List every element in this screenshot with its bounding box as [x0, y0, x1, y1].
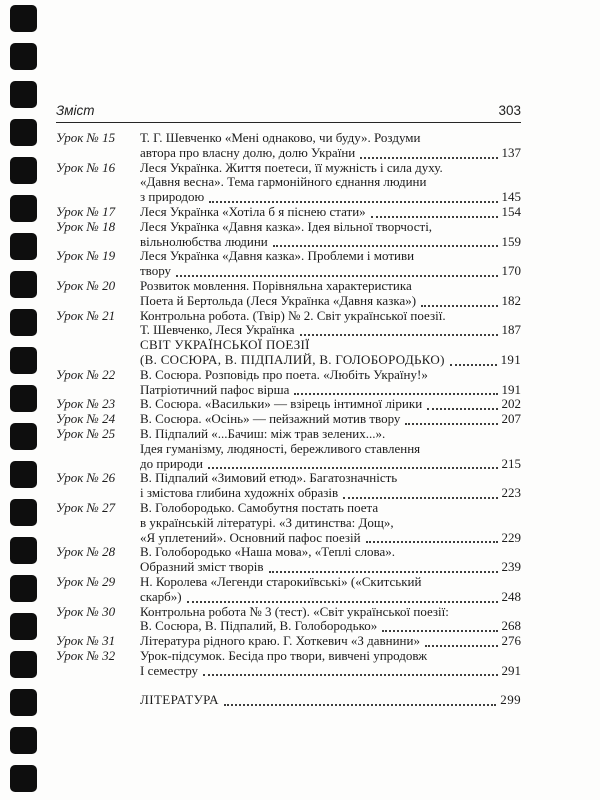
edge-strip-square	[10, 765, 37, 792]
toc-line	[140, 664, 521, 679]
toc-entry	[56, 545, 521, 575]
toc-line-text: до природи	[140, 455, 203, 471]
toc-line-text: і змістова глибина художніх образів	[140, 485, 339, 501]
toc-entry	[56, 220, 521, 250]
toc-entry	[56, 605, 521, 635]
lesson-label: Урок № 27	[56, 499, 116, 515]
entry-lines	[140, 249, 521, 279]
dot-leader	[421, 305, 497, 307]
lesson-label: Урок № 29	[56, 573, 116, 589]
toc-line	[140, 294, 521, 309]
edge-strip-square	[10, 651, 37, 678]
toc-line-text: Поета й Бертольда (Леся Українка «Давня казка»)	[140, 292, 417, 308]
toc-line	[140, 634, 521, 649]
entry-lines	[140, 161, 521, 205]
toc-line	[140, 264, 521, 279]
lesson-label	[56, 338, 140, 368]
toc-line: В. Голобородько «Наша мова», «Теплі слова».	[140, 544, 395, 560]
lesson-label: Урок № 32	[56, 647, 116, 663]
entry-lines	[140, 471, 521, 501]
toc-line-text: автора про власну долю, долю України	[140, 144, 356, 160]
toc-line	[140, 486, 521, 501]
toc-line	[140, 693, 521, 708]
toc-line: Контрольна робота. (Твір) № 2. Світ української поезії.	[140, 307, 446, 323]
toc-line-text: скарб»)	[140, 588, 182, 604]
entry-lines	[140, 545, 521, 575]
toc-entry	[56, 693, 521, 708]
toc-line	[140, 619, 521, 634]
page-ref: 191	[500, 351, 521, 367]
toc-line	[140, 397, 521, 412]
page-ref: 182	[501, 292, 521, 308]
entry-lines	[140, 131, 521, 161]
edge-strip-square	[10, 537, 37, 564]
lesson-label: Урок № 26	[56, 470, 116, 486]
lesson-label: Урок № 19	[56, 248, 116, 264]
edge-strip-square	[10, 157, 37, 184]
toc-entry	[56, 649, 521, 679]
toc-line	[140, 457, 521, 472]
page-ref: 229	[501, 529, 521, 545]
page-ref: 268	[501, 618, 521, 634]
toc-entry	[56, 368, 521, 398]
edge-strip-square	[10, 347, 37, 374]
lesson-label	[56, 693, 140, 708]
entry-lines	[140, 693, 521, 708]
toc-entry	[56, 249, 521, 279]
dot-leader	[300, 334, 498, 336]
dot-leader	[405, 423, 497, 425]
toc-line-text: В. Сосюра. «Васильки» — взірець інтимної лірики	[140, 396, 423, 412]
toc-line	[140, 560, 521, 575]
toc-line	[140, 146, 521, 161]
dot-leader	[209, 201, 497, 203]
toc-line	[140, 383, 521, 398]
toc-entry	[56, 309, 521, 339]
toc-entry	[56, 131, 521, 161]
edge-strip-square	[10, 613, 37, 640]
toc-entry	[56, 427, 521, 471]
entry-lines	[140, 427, 521, 471]
toc-entry	[56, 279, 521, 309]
edge-strip-square	[10, 727, 37, 754]
toc-entry	[56, 412, 521, 427]
toc-line-text: Т. Шевченко, Леся Українка	[140, 322, 295, 338]
page-ref: 239	[501, 559, 521, 575]
toc-line-text: Образний зміст творів	[140, 559, 264, 575]
toc-line: Урок-підсумок. Бесіда про твори, вивчені упродовж	[140, 647, 428, 663]
dot-leader	[294, 393, 497, 395]
toc-entry	[56, 471, 521, 501]
toc-line-text: Леся Українка «Хотіла б я піснею стати»	[140, 203, 366, 219]
lesson-label: Урок № 16	[56, 159, 116, 175]
entry-lines	[140, 649, 521, 679]
lesson-label: Урок № 23	[56, 396, 116, 412]
toc-line	[140, 590, 521, 605]
toc-line: В. Голобородько. Самобутня постать поета	[140, 499, 379, 515]
page-ref: 299	[500, 692, 521, 708]
edge-strip-square	[10, 43, 37, 70]
page-ref: 223	[501, 485, 521, 501]
toc-entry	[56, 575, 521, 605]
edge-strip-square	[10, 271, 37, 298]
edge-strip-square	[10, 233, 37, 260]
entry-lines	[140, 205, 521, 220]
toc-line	[140, 412, 521, 427]
toc-line: Розвиток мовлення. Порівняльна характеристика	[140, 277, 412, 293]
dot-leader	[450, 364, 497, 366]
lesson-label: Урок № 18	[56, 218, 116, 234]
entry-lines	[140, 397, 521, 412]
lesson-label: Урок № 30	[56, 603, 116, 619]
toc-line	[140, 323, 521, 338]
dot-leader	[371, 216, 498, 218]
page-ref: 154	[501, 203, 521, 219]
lesson-label: Урок № 20	[56, 277, 116, 293]
dot-leader	[208, 467, 498, 469]
toc-line-text: (В. СОСЮРА, В. ПІДПАЛИЙ, В. ГОЛОБОРОДЬКО)	[140, 351, 445, 367]
page-ref: 291	[501, 662, 521, 678]
toc-line: В. Сосюра. Розповідь про поета. «Любіть Україну!»	[140, 366, 428, 382]
page-ref: 202	[501, 396, 521, 412]
page-ref: 137	[501, 144, 521, 160]
toc-entry	[56, 338, 521, 368]
toc-line: В. Підпалий «Зимовий етюд». Багатозначність	[140, 470, 398, 486]
lesson-label: Урок № 24	[56, 411, 116, 427]
page-ref: 187	[501, 322, 521, 338]
page-ref: 248	[501, 588, 521, 604]
page-ref: 145	[501, 189, 521, 205]
lesson-label: Урок № 15	[56, 130, 116, 145]
toc-line-text: В. Сосюра. «Осінь» — пейзажний мотив твору	[140, 411, 401, 427]
toc-line: Леся Українка «Давня казка». Проблеми і мотиви	[140, 248, 415, 264]
edge-strip-square	[10, 81, 37, 108]
toc-line: СВІТ УКРАЇНСЬКОЇ ПОЕЗІЇ	[140, 337, 310, 353]
entry-lines	[140, 368, 521, 398]
edge-strip-square	[10, 499, 37, 526]
toc-line	[140, 531, 521, 546]
edge-strip-square	[10, 423, 37, 450]
dot-leader	[425, 645, 498, 647]
toc-line-text: вільнолюбства людини	[140, 233, 268, 249]
page-ref: 276	[501, 633, 521, 649]
dot-leader	[176, 275, 497, 277]
dot-leader	[427, 408, 497, 410]
edge-strip-square	[10, 385, 37, 412]
dot-leader	[224, 704, 496, 706]
page-ref: 159	[501, 233, 521, 249]
toc-line: в українській літературі. «З дитинства: Дощ»,	[140, 514, 394, 530]
toc-entry	[56, 501, 521, 545]
toc-line-text: Література рідного краю. Г. Хоткевич «З давнини»	[140, 633, 420, 649]
page-header	[56, 103, 521, 123]
edge-strip-square	[10, 5, 37, 32]
toc-line-text: І семестру	[140, 662, 199, 678]
toc-line	[140, 190, 521, 205]
lesson-label: Урок № 28	[56, 544, 116, 560]
toc-line: В. Підпалий «...Бачиш: між трав зелених...».	[140, 425, 386, 441]
entry-lines	[140, 412, 521, 427]
edge-strip-square	[10, 689, 37, 716]
lesson-label: Урок № 25	[56, 425, 116, 441]
page-ref: 170	[501, 263, 521, 279]
toc-line-text: «Я уплетений». Основний пафос поезій	[140, 529, 361, 545]
lesson-label: Урок № 22	[56, 366, 116, 382]
toc-line: Т. Г. Шевченко «Мені однаково, чи буду». Роздуми	[140, 130, 421, 145]
edge-strip-square	[10, 309, 37, 336]
contents-title: Зміст	[56, 103, 95, 118]
contents-column	[56, 103, 521, 708]
entry-lines	[140, 501, 521, 545]
page-ref: 191	[501, 381, 521, 397]
toc-line	[140, 235, 521, 250]
entry-lines	[140, 220, 521, 250]
page-ref: 215	[501, 455, 521, 471]
dot-leader	[187, 601, 498, 603]
toc-line: Контрольна робота № 3 (тест). «Світ української поезії:	[140, 603, 449, 619]
toc-line-text: ЛІТЕРАТУРА	[140, 692, 219, 708]
entry-lines	[140, 634, 521, 649]
lesson-label: Урок № 21	[56, 307, 116, 323]
edge-strip-square	[10, 119, 37, 146]
toc-line-text: твору	[140, 263, 172, 279]
entry-lines	[140, 309, 521, 339]
entry-lines	[140, 605, 521, 635]
lesson-label: Урок № 17	[56, 203, 116, 219]
entry-lines	[140, 279, 521, 309]
entry-lines	[140, 575, 521, 605]
toc-entry	[56, 634, 521, 649]
toc-line: Леся Українка. Життя поетеси, її мужність і сила духу.	[140, 159, 443, 175]
toc-entry	[56, 161, 521, 205]
toc-line	[140, 205, 521, 220]
dot-leader	[360, 157, 497, 159]
edge-strip-square	[10, 575, 37, 602]
page-ref: 207	[501, 411, 521, 427]
toc-entry	[56, 205, 521, 220]
dot-leader	[203, 674, 497, 676]
toc-line: «Давня весна». Тема гармонійного єднання людини	[140, 174, 427, 190]
dot-leader	[273, 245, 498, 247]
toc-line-text: з природою	[140, 189, 205, 205]
dot-leader	[382, 630, 497, 632]
dot-leader	[269, 571, 498, 573]
toc-line-text: Патріотичний пафос вірша	[140, 381, 290, 397]
toc-line: Н. Королева «Легенди старокиївські» («Скитський	[140, 573, 422, 589]
toc-line-text: В. Сосюра, В. Підпалий, В. Голобородько»	[140, 618, 378, 634]
page-edge-strip	[10, 5, 37, 800]
edge-strip-square	[10, 461, 37, 488]
toc-line	[140, 353, 521, 368]
dot-leader	[366, 541, 498, 543]
page-number: 303	[498, 103, 521, 118]
toc-line: Леся Українка «Давня казка». Ідея вільної творчості,	[140, 218, 433, 234]
lesson-label: Урок № 31	[56, 633, 116, 649]
entry-lines	[140, 338, 521, 368]
toc-list	[56, 131, 521, 708]
toc-line: Ідея гуманізму, людяності, бережливого ставлення	[140, 440, 421, 456]
dot-leader	[343, 497, 497, 499]
toc-entry	[56, 397, 521, 412]
edge-strip-square	[10, 195, 37, 222]
